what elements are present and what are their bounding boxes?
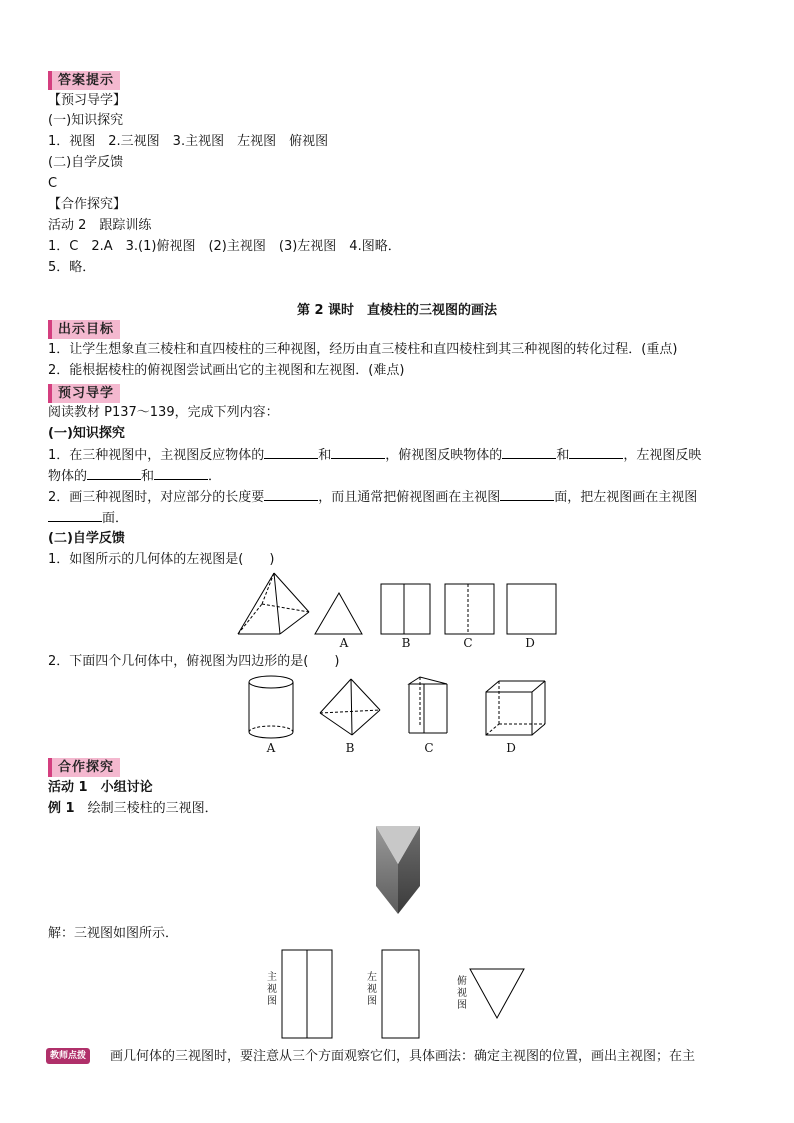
example-text: 绘制三棱柱的三视图．: [87, 801, 218, 816]
option-c-rect-dashed-line: [445, 584, 494, 634]
solids-figure-set: [240, 673, 560, 743]
activity-one-heading: 活动 1 小组讨论: [48, 780, 153, 795]
q1-part-c: ，俯视图反映物体的: [385, 448, 503, 463]
q2-part-b: ，而且通常把俯视图画在主视图: [318, 490, 501, 505]
option-a-triangle: [315, 593, 362, 634]
activity-heading: 活动 2 跟踪训练: [48, 218, 152, 233]
q1-part-b: 和: [318, 448, 332, 463]
fq2-label-a: A: [266, 741, 276, 755]
q2-part-a: 2．画三种视图时，对应部分的长度要: [48, 490, 265, 505]
feedback-answer: C: [48, 176, 58, 191]
example-one: [48, 800, 218, 818]
fill-blank[interactable]: [264, 446, 318, 459]
question-one-continued: [48, 467, 221, 486]
cylinder-figure: [249, 676, 293, 738]
front-view-label: 主视图: [267, 972, 277, 1007]
top-view-drawing: [468, 966, 528, 1024]
fq2-label-c: C: [424, 741, 434, 755]
q1-part-d: 和: [556, 448, 570, 463]
answer-hint-badge: 答案提示: [48, 71, 120, 90]
option-d-square: [507, 584, 556, 634]
teacher-tip-badge: 教师点拨: [46, 1048, 90, 1064]
prism-figure-set: [236, 570, 566, 640]
preview-heading: 【预习导学】: [48, 93, 127, 108]
fq2-label-b: B: [345, 741, 355, 755]
fq1-label-c: C: [463, 636, 473, 650]
front-view-drawing: [280, 948, 336, 1040]
triangular-prism-upright-figure: [409, 677, 447, 733]
reading-instruction: 阅读教材 P137～139，完成下列内容：: [48, 405, 279, 420]
fq1-label-d: D: [525, 636, 535, 650]
goals-badge: 出示目标: [48, 320, 120, 339]
fill-blank[interactable]: [500, 488, 554, 501]
question-one: [48, 446, 701, 465]
activity-answers: 1．C 2.A 3.(1)俯视图 (2)主视图 (3)左视图 4.图略．: [48, 239, 401, 254]
preview-badge: 预习导学: [48, 384, 120, 403]
example-label: 例 1: [48, 801, 75, 816]
cube-figure: [486, 681, 545, 735]
q1-part-g: 和: [141, 469, 155, 484]
fill-blank[interactable]: [48, 509, 102, 522]
top-view-label: 俯视图: [457, 976, 467, 1011]
coop-badge: 合作探究: [48, 758, 120, 777]
coop-heading: 【合作探究】: [48, 197, 127, 212]
feedback-question-two: 2．下面四个几何体中，俯视图为四边形的是( ): [48, 654, 340, 669]
answer-five: 5．略．: [48, 260, 96, 275]
option-b-rect-solid-line: [381, 584, 430, 634]
goal-one: 1．让学生想象直三棱柱和直四棱柱的三种视图，经历由直三棱柱和直四棱柱到其三种视图的转化过程．(重点): [48, 342, 678, 357]
knowledge-section-heading: (一)知识探究: [48, 426, 125, 441]
fill-blank[interactable]: [331, 446, 385, 459]
q2-part-d: 面．: [102, 511, 129, 526]
q1-part-a: 1．在三种视图中，主视图反应物体的: [48, 448, 265, 463]
fq1-label-a: A: [339, 636, 349, 650]
q1-part-e: ，左视图反映: [623, 448, 702, 463]
feedback-question-one: 1．如图所示的几何体的左视图是( ): [48, 552, 275, 567]
teacher-tip-text: 画几何体的三视图时，要注意从三个方面观察它们，具体画法：确定主视图的位置，画出主视图；在主: [110, 1049, 696, 1064]
question-two-continued: [48, 509, 128, 528]
feedback-heading: (二)自学反馈: [48, 155, 124, 170]
q2-part-c: 面，把左视图画在主视图: [554, 490, 698, 505]
left-view-label: 左视图: [367, 972, 377, 1007]
fq2-label-d: D: [506, 741, 516, 755]
shaded-prism-image: [374, 824, 422, 916]
q1-part-h: ．: [208, 469, 222, 484]
left-view-drawing: [380, 948, 422, 1040]
q1-part-f: 物体的: [48, 469, 88, 484]
knowledge-answers: 1．视图 2.三视图 3.主视图 左视图 俯视图: [48, 134, 329, 149]
question-two: [48, 488, 697, 507]
square-pyramid-figure: [320, 679, 380, 735]
solution-text: 解：三视图如图所示．: [48, 926, 179, 941]
feedback-section-heading: (二)自学反馈: [48, 531, 125, 546]
fq1-label-b: B: [401, 636, 411, 650]
triangular-prism-figure: [238, 573, 309, 634]
fill-blank[interactable]: [87, 467, 141, 480]
fill-blank[interactable]: [569, 446, 623, 459]
fill-blank[interactable]: [154, 467, 208, 480]
knowledge-heading: (一)知识探究: [48, 113, 124, 128]
fill-blank[interactable]: [502, 446, 556, 459]
lesson-title: 第 2 课时 直棱柱的三视图的画法: [296, 303, 498, 318]
goal-two: 2．能根据棱柱的俯视图尝试画出它的主视图和左视图．(难点): [48, 363, 405, 378]
fill-blank[interactable]: [264, 488, 318, 501]
